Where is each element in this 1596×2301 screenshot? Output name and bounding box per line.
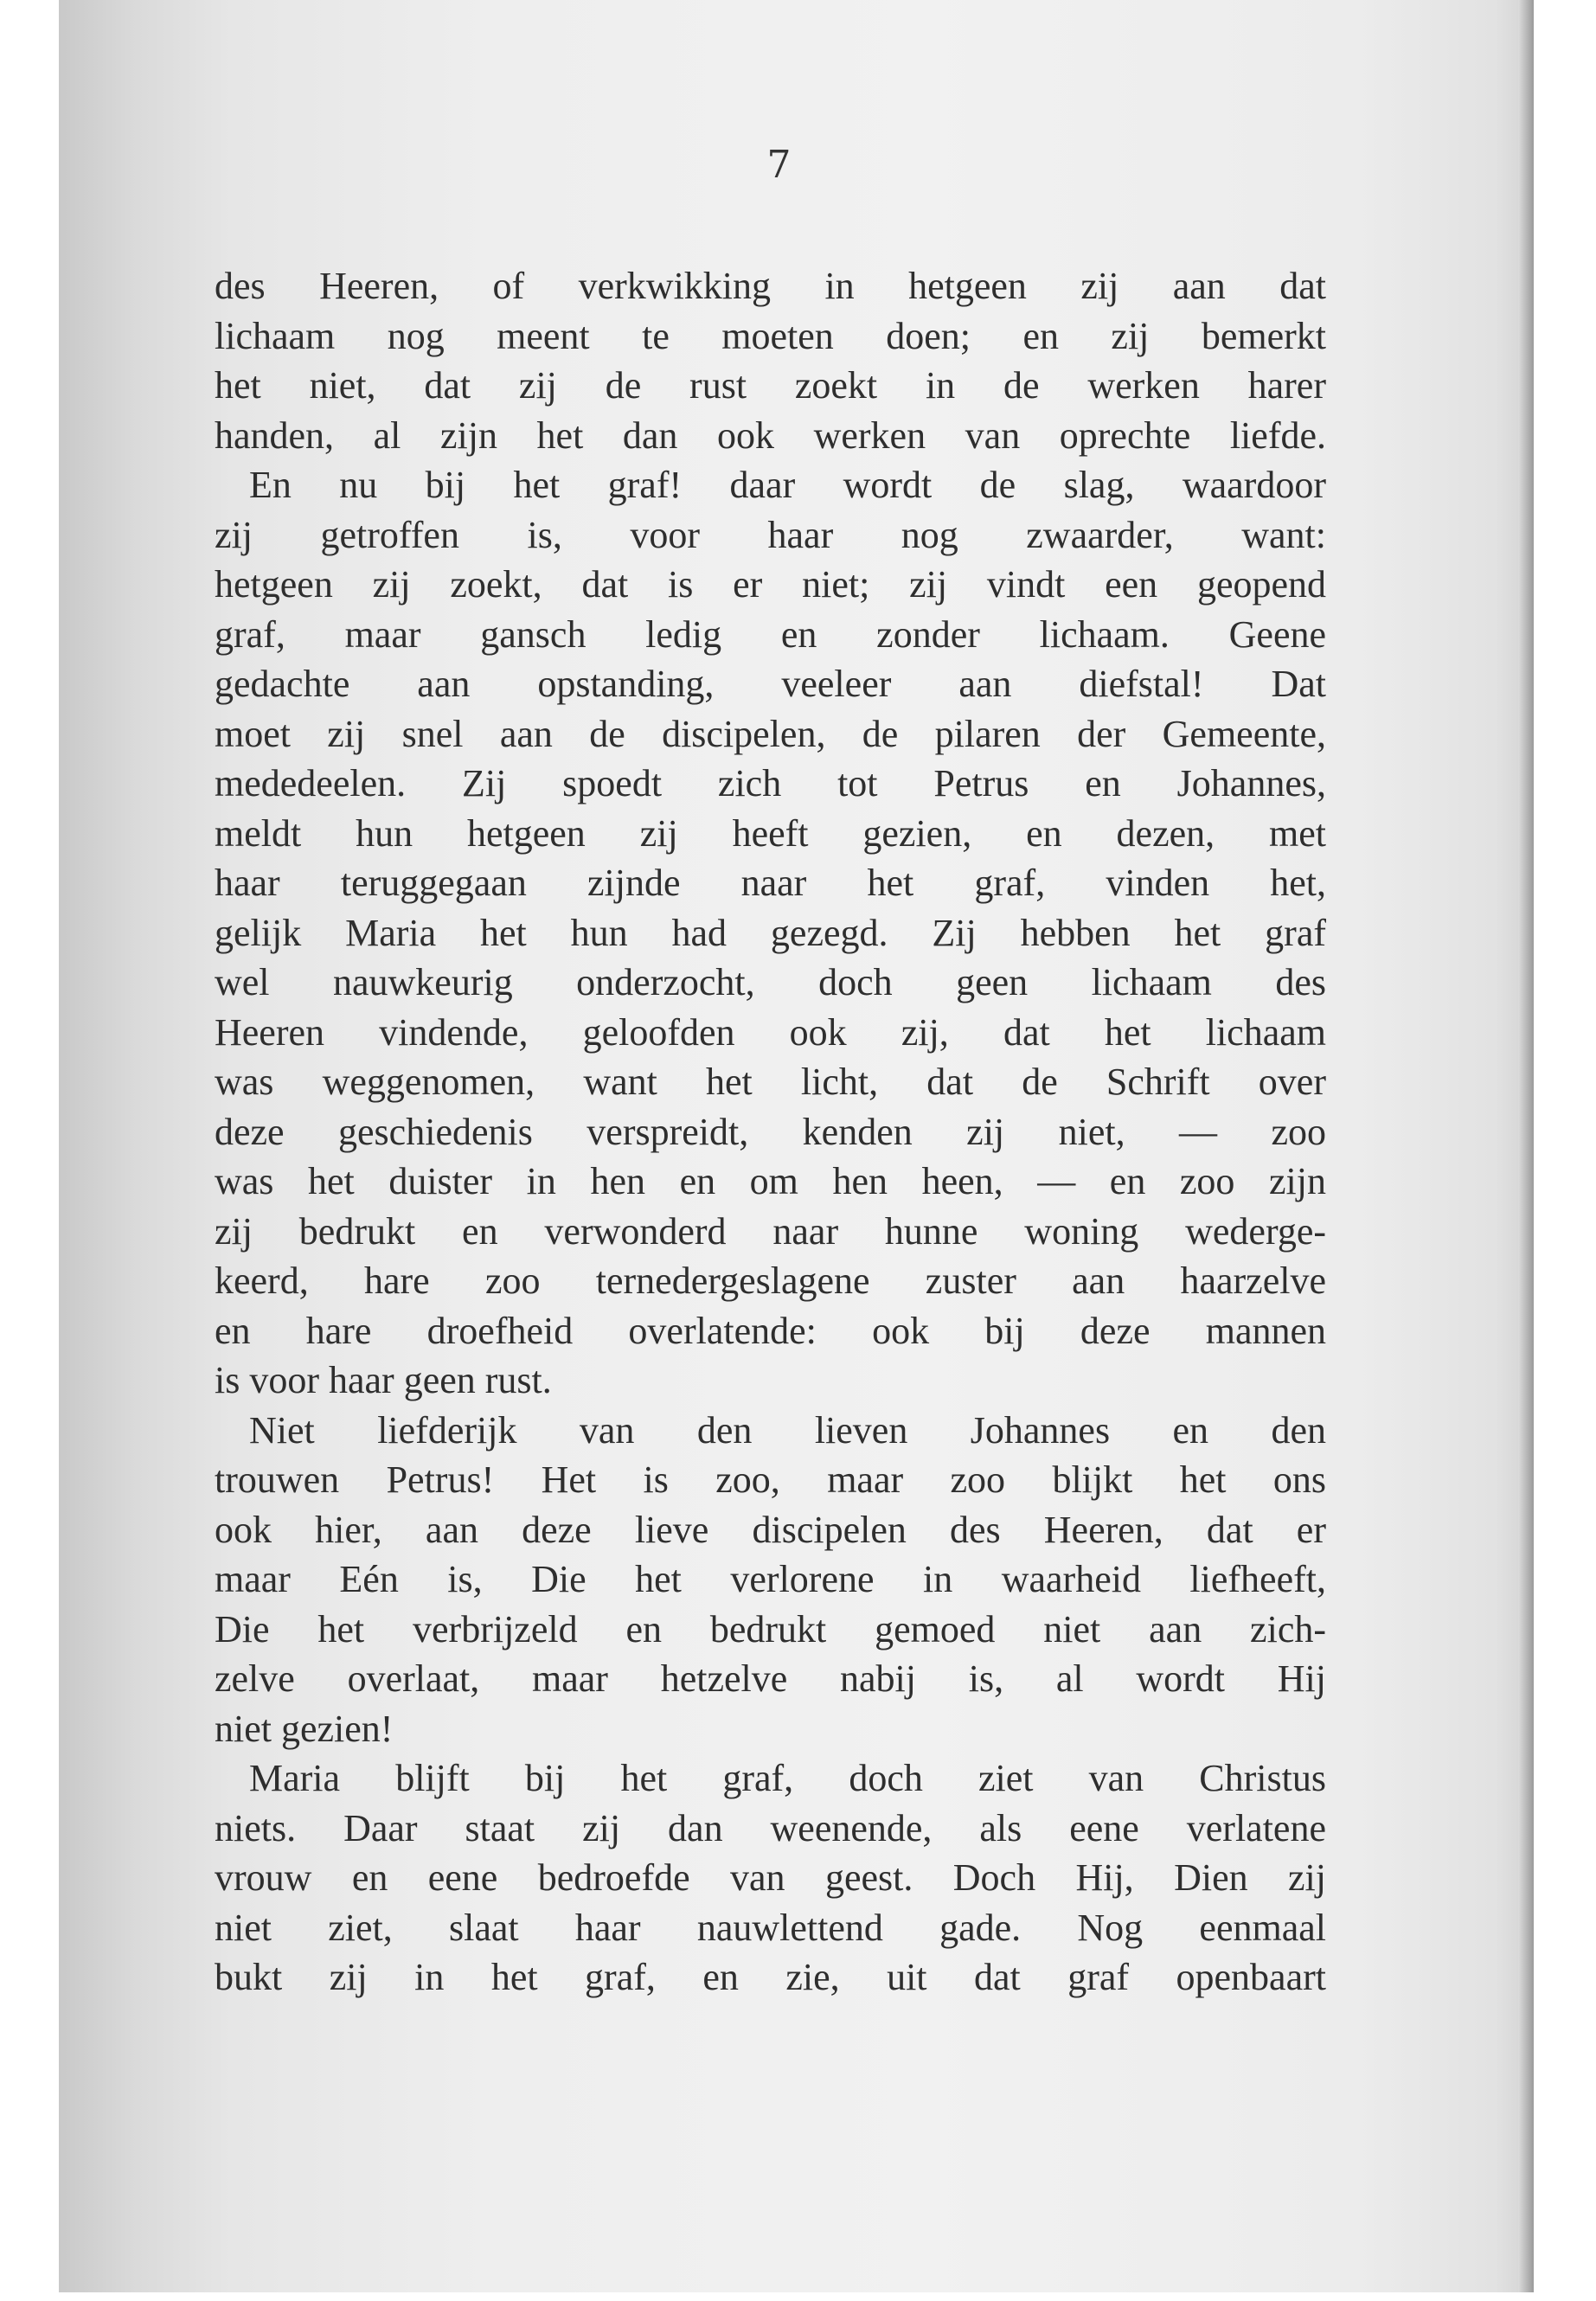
text-line: moet zij snel aan de discipelen, de pilaren der Gemeente,: [215, 712, 1326, 755]
text-line: Die het verbrijzeld en bedrukt gemoed niet aan zich-: [215, 1607, 1326, 1650]
text-line: wel nauwkeurig onderzocht, doch geen lichaam des: [215, 961, 1326, 1003]
text-line: graf, maar gansch ledig en zonder lichaam. Geene: [215, 612, 1326, 656]
text-line: haar teruggegaan zijnde naar het graf, vinden het,: [215, 862, 1326, 904]
text-line: keerd, hare zoo ternedergeslagene zuster aan haarzelve: [215, 1259, 1326, 1302]
body-text: [215, 261, 1326, 2003]
text-line: en hare droefheid overlatende: ook bij deze mannen: [215, 1309, 1326, 1352]
text-line: En nu bij het graf! daar wordt de slag, waardoor: [249, 464, 1326, 506]
text-line: was het duister in hen en om hen heen, — en zoo zijn: [215, 1160, 1326, 1202]
text-line: ook hier, aan deze lieve discipelen des Heeren, dat er: [215, 1508, 1326, 1551]
text-line: vrouw en eene bedroefde van geest. Doch Hij, Dien zij: [215, 1856, 1326, 1899]
text-line: meldt hun hetgeen zij heeft gezien, en dezen, met: [215, 811, 1326, 855]
text-line: Heeren vindende, geloofden ook zij, dat het lichaam: [215, 1010, 1326, 1054]
text-line: maar Eén is, Die het verlorene in waarheid liefheeft,: [215, 1558, 1326, 1600]
text-line: hetgeen zij zoekt, dat is er niet; zij vindt een geopend: [215, 563, 1326, 606]
text-line: zelve overlaat, maar hetzelve nabij is, al wordt Hij: [215, 1657, 1326, 1700]
text-line: trouwen Petrus! Het is zoo, maar zoo blijkt het ons: [215, 1458, 1326, 1501]
text-line: zij bedrukt en verwonderd naar hunne woning wederge-: [215, 1209, 1326, 1253]
text-line: des Heeren, of verkwikking in hetgeen zij aan dat: [215, 265, 1326, 307]
text-line: mededeelen. Zij spoedt zich tot Petrus en Johannes,: [215, 762, 1326, 804]
text-line: het niet, dat zij de rust zoekt in de werken harer: [215, 364, 1326, 407]
text-line: is voor haar geen rust.: [215, 1359, 552, 1401]
text-line: was weggenomen, want het licht, dat de Schrift over: [215, 1061, 1326, 1103]
page-edge-shadow: [1518, 0, 1534, 2292]
text-line: niets. Daar staat zij dan weenende, als eene verlatene: [215, 1806, 1326, 1849]
text-line: bukt zij in het graf, en zie, uit dat graf openbaart: [215, 1956, 1326, 1998]
text-line: niet ziet, slaat haar nauwlettend gade. Nog eenmaal: [215, 1906, 1326, 1949]
text-line: lichaam nog meent te moeten doen; en zij bemerkt: [215, 314, 1326, 357]
text-line: deze geschiedenis verspreidt, kenden zij niet, — zoo: [215, 1110, 1326, 1153]
text-line: Niet liefderijk van den lieven Johannes en den: [249, 1408, 1326, 1452]
text-line: Maria blijft bij het graf, doch ziet van Christus: [249, 1757, 1326, 1799]
scanned-page: [59, 0, 1534, 2292]
text-line: niet gezien!: [215, 1707, 394, 1750]
text-line: gelijk Maria het hun had gezegd. Zij hebben het graf: [215, 911, 1326, 954]
page-number: 7: [766, 143, 792, 187]
text-line: gedachte aan opstanding, veeleer aan diefstal! Dat: [215, 663, 1326, 705]
text-line: handen, al zijn het dan ook werken van oprechte liefde.: [215, 413, 1326, 457]
text-line: zij getroffen is, voor haar nog zwaarder, want:: [215, 513, 1326, 556]
